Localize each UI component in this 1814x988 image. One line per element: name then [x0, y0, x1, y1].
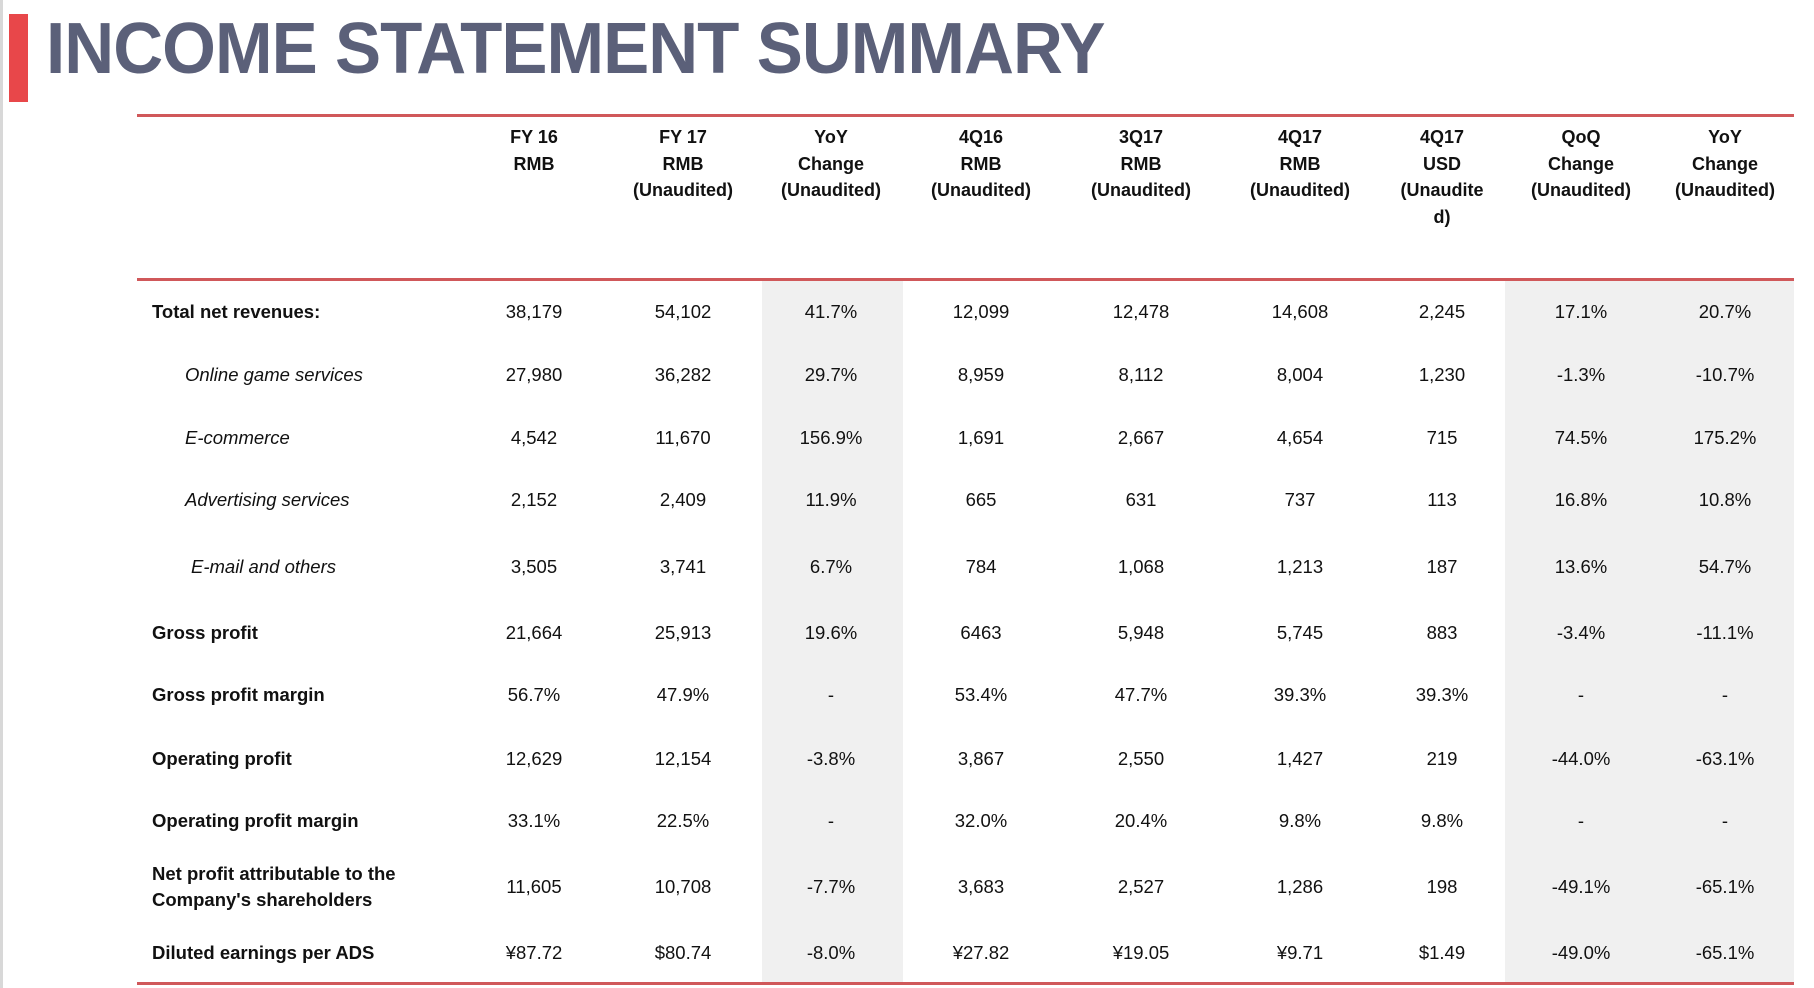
- table-cell: 54.7%: [1698, 556, 1752, 577]
- column-header-line: (Unaudited): [931, 180, 1031, 200]
- row-label-line: Diluted earnings per ADS: [152, 942, 375, 963]
- table-cell: 12,629: [505, 748, 563, 769]
- table-cell: 4,654: [1276, 427, 1324, 448]
- row-label-line: Net profit attributable to the: [152, 863, 396, 884]
- column-header: [459, 124, 609, 177]
- column-header-line: Change: [797, 153, 864, 174]
- table-cell: 2,245: [1418, 301, 1466, 322]
- table-cell: 2,550: [1117, 748, 1165, 769]
- table-cell: 17.1%: [1554, 301, 1608, 322]
- table-cell: -49.1%: [1551, 876, 1611, 897]
- table-cell: 11,605: [506, 876, 562, 897]
- table-cell: -: [1721, 810, 1729, 831]
- column-header-line: (Unaudited): [1250, 180, 1350, 200]
- row-label-line: E-commerce: [185, 427, 290, 448]
- table-cell: 1,286: [1276, 876, 1324, 897]
- table-cell: -63.1%: [1695, 748, 1755, 769]
- table-cell: 12,099: [952, 301, 1010, 322]
- table-cell: 33.1%: [507, 810, 561, 831]
- table-cell: 11.9%: [805, 489, 857, 510]
- row-label: [152, 299, 320, 325]
- table-cell: 784: [965, 556, 997, 577]
- table-cell: 13.6%: [1554, 556, 1608, 577]
- table-cell: 5,745: [1276, 622, 1324, 643]
- table-cell: -: [1577, 684, 1585, 705]
- table-cell: 38,179: [505, 301, 563, 322]
- table-cell: 27,980: [505, 364, 563, 385]
- row-label: [191, 554, 336, 580]
- table-cell: 47.9%: [656, 684, 710, 705]
- table-cell: 1,691: [957, 427, 1005, 448]
- column-header-line: (Unaudited): [1091, 180, 1191, 200]
- table-cell: 156.9%: [799, 427, 863, 448]
- table-cell: -8.0%: [806, 942, 856, 963]
- table-cell: 1,427: [1276, 748, 1324, 769]
- table-cell: -65.1%: [1695, 876, 1755, 897]
- table-cell: 20.4%: [1114, 810, 1168, 831]
- table-top-rule: [137, 114, 1794, 117]
- row-label-line: Operating profit: [152, 748, 292, 769]
- table-cell: 39.3%: [1415, 684, 1469, 705]
- row-label-line: Online game services: [185, 364, 363, 385]
- title-accent-bar: [9, 14, 28, 102]
- table-cell: 32.0%: [954, 810, 1008, 831]
- table-cell: -49.0%: [1551, 942, 1611, 963]
- page-edge: [0, 0, 3, 988]
- table-cell: 16.8%: [1554, 489, 1608, 510]
- table-cell: 175.2%: [1693, 427, 1757, 448]
- column-header-line: (Unaudited): [781, 180, 881, 200]
- column-header-line: FY 17: [659, 127, 707, 147]
- table-cell: 20.7%: [1698, 301, 1752, 322]
- table-cell: 8,112: [1118, 364, 1164, 385]
- table-cell: 3,683: [957, 876, 1005, 897]
- table-cell: -44.0%: [1551, 748, 1611, 769]
- column-header-line: 4Q17: [1277, 127, 1323, 147]
- table-cell: -: [827, 684, 835, 705]
- table-cell: 715: [1426, 427, 1458, 448]
- table-cell: $1.49: [1418, 942, 1466, 963]
- row-label: [152, 861, 396, 913]
- table-cell: 47.7%: [1114, 684, 1168, 705]
- table-cell: 12,154: [654, 748, 712, 769]
- table-cell: 74.5%: [1554, 427, 1608, 448]
- table-cell: 39.3%: [1273, 684, 1327, 705]
- column-header-line: (Unaudited): [633, 180, 733, 200]
- table-cell: 29.7%: [804, 364, 858, 385]
- column-header: [608, 124, 758, 204]
- column-header-line: FY 16: [510, 127, 558, 147]
- table-cell: 2,527: [1117, 876, 1165, 897]
- header-bottom-rule: [137, 278, 1794, 281]
- table-cell: 53.4%: [954, 684, 1008, 705]
- column-header: [1650, 124, 1800, 204]
- row-label: [185, 487, 350, 513]
- table-cell: 14,608: [1271, 301, 1329, 322]
- row-label: [185, 362, 363, 388]
- column-header-line: YoY: [814, 127, 848, 147]
- table-cell: 25,913: [654, 622, 712, 643]
- column-header-line: YoY: [1708, 127, 1742, 147]
- column-header: [1066, 124, 1216, 204]
- row-label-line: Advertising services: [185, 489, 350, 510]
- table-cell: -11.1%: [1696, 622, 1754, 643]
- column-header-line: 4Q17: [1419, 127, 1465, 147]
- table-cell: $80.74: [654, 942, 712, 963]
- column-header-line: (Unaudite: [1400, 180, 1484, 200]
- table-cell: 1,213: [1276, 556, 1324, 577]
- table-cell: 9.8%: [1420, 810, 1464, 831]
- table-cell: -: [1577, 810, 1585, 831]
- table-cell: 1,068: [1117, 556, 1165, 577]
- table-cell: -3.4%: [1556, 622, 1606, 643]
- column-header-line: RMB: [513, 153, 555, 174]
- table-cell: 56.7%: [507, 684, 561, 705]
- column-header-line: Change: [1691, 153, 1758, 174]
- table-cell: 22.5%: [656, 810, 710, 831]
- table-cell: -: [827, 810, 835, 831]
- table-cell: 2,409: [659, 489, 707, 510]
- table-cell: 3,505: [510, 556, 558, 577]
- table-cell: ¥9.71: [1276, 942, 1324, 963]
- table-cell: 3,867: [957, 748, 1005, 769]
- table-cell: 54,102: [654, 301, 712, 322]
- table-cell: 631: [1125, 489, 1157, 510]
- row-label-line: Gross profit: [152, 622, 258, 643]
- table-cell: 6.7%: [809, 556, 853, 577]
- table-cell: 2,667: [1117, 427, 1165, 448]
- row-label: [152, 746, 292, 772]
- column-header: [1506, 124, 1656, 204]
- row-label-line: Total net revenues:: [152, 301, 321, 322]
- column-header-line: RMB: [1120, 153, 1162, 174]
- table-cell: 187: [1426, 556, 1458, 577]
- table-cell: 6463: [960, 622, 1002, 643]
- table-cell: -65.1%: [1695, 942, 1755, 963]
- table-cell: 883: [1426, 622, 1458, 643]
- table-cell: 113: [1427, 489, 1457, 510]
- column-header-line: RMB: [662, 153, 704, 174]
- row-label: [152, 940, 374, 966]
- column-header-line: d): [1433, 206, 1451, 227]
- column-header: [756, 124, 906, 204]
- table-cell: 4,542: [510, 427, 558, 448]
- table-cell: ¥19.05: [1112, 942, 1170, 963]
- column-header: [1225, 124, 1375, 204]
- table-cell: ¥87.72: [505, 942, 563, 963]
- column-header-line: RMB: [1279, 153, 1321, 174]
- table-cell: -: [1721, 684, 1729, 705]
- table-cell: -1.3%: [1556, 364, 1606, 385]
- row-label: [152, 808, 359, 834]
- table-cell: 19.6%: [804, 622, 858, 643]
- table-cell: 1,230: [1418, 364, 1466, 385]
- table-cell: 12,478: [1112, 301, 1170, 322]
- column-header: [1367, 124, 1517, 230]
- row-label-line: Company's shareholders: [152, 889, 373, 910]
- table-cell: 36,282: [654, 364, 712, 385]
- table-cell: 3,741: [659, 556, 707, 577]
- table-cell: 8,004: [1276, 364, 1324, 385]
- table-cell: 11,670: [655, 427, 711, 448]
- row-label-line: Gross profit margin: [152, 684, 325, 705]
- table-cell: 21,664: [505, 622, 563, 643]
- column-header-line: Change: [1547, 153, 1614, 174]
- table-cell: 5,948: [1117, 622, 1165, 643]
- page-title: INCOME STATEMENT SUMMARY: [46, 9, 1105, 89]
- table-cell: 737: [1284, 489, 1316, 510]
- row-label-line: E-mail and others: [191, 556, 336, 577]
- column-header-line: 3Q17: [1118, 127, 1164, 147]
- row-label-line: Operating profit margin: [152, 810, 359, 831]
- table-cell: 2,152: [510, 489, 558, 510]
- row-label: [152, 620, 258, 646]
- column-header-line: 4Q16: [958, 127, 1004, 147]
- table-cell: 41.7%: [804, 301, 858, 322]
- column-header-line: USD: [1422, 153, 1461, 174]
- table-cell: 9.8%: [1278, 810, 1322, 831]
- table-cell: 198: [1426, 876, 1458, 897]
- table-bottom-rule: [137, 982, 1794, 985]
- table-cell: 10.8%: [1698, 489, 1752, 510]
- column-header: [906, 124, 1056, 204]
- table-cell: 665: [965, 489, 997, 510]
- table-cell: -7.7%: [806, 876, 856, 897]
- table-cell: 10,708: [654, 876, 712, 897]
- column-header-line: (Unaudited): [1531, 180, 1631, 200]
- row-label: [185, 425, 290, 451]
- table-cell: -10.7%: [1695, 364, 1755, 385]
- column-header-line: QoQ: [1561, 127, 1601, 147]
- column-header-line: (Unaudited): [1675, 180, 1775, 200]
- column-header-line: RMB: [960, 153, 1002, 174]
- table-cell: ¥27.82: [952, 942, 1010, 963]
- table-cell: -3.8%: [806, 748, 856, 769]
- row-label: [152, 682, 325, 708]
- table-cell: 219: [1426, 748, 1458, 769]
- table-cell: 8,959: [957, 364, 1005, 385]
